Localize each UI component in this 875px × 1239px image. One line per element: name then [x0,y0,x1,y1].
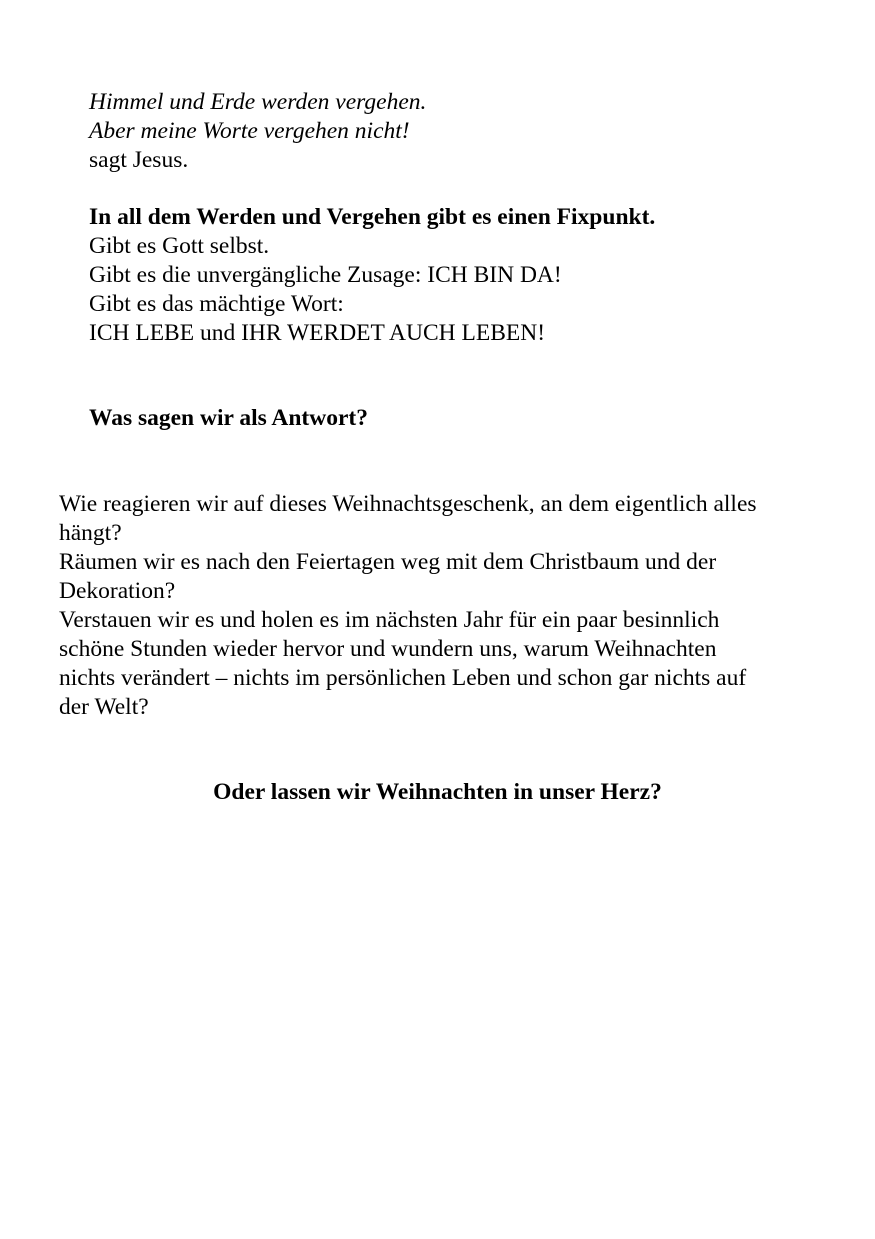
fixpunkt-line: Gibt es Gott selbst. [89,233,270,259]
reflection-line: Wie reagieren wir auf dieses Weihnachtsgeschenk, an dem eigentlich alles [59,491,757,517]
reflection-line: Räumen wir es nach den Feiertagen weg mit dem Christbaum und der [59,549,717,575]
reflection-line: Dekoration? [59,578,176,604]
reflection-paragraph [59,490,757,722]
fixpunkt-line: ICH LEBE und IHR WERDET AUCH LEBEN! [89,320,546,346]
closing-question [0,778,875,807]
fixpunkt-line: Gibt es das mächtige Wort: [89,291,344,317]
closing-question-text: Oder lassen wir Weihnachten in unser Herz? [213,779,662,805]
fixpunkt-heading: In all dem Werden und Vergehen gibt es einen Fixpunkt. [89,204,656,230]
reflection-line: Verstauen wir es und holen es im nächsten Jahr für ein paar besinnlich [59,607,720,633]
quote-attribution: sagt Jesus. [89,147,189,173]
reflection-line: der Welt? [59,694,149,720]
quote-line-2: Aber meine Worte vergehen nicht! [89,118,410,144]
reflection-line: nichts verändert – nichts im persönlichen Leben und schon gar nichts auf [59,665,747,691]
question-heading [89,404,368,433]
quote-block [89,88,426,175]
reflection-line: hängt? [59,520,122,546]
quote-line-1: Himmel und Erde werden vergehen. [89,89,427,115]
fixpunkt-line: Gibt es die unvergängliche Zusage: ICH BIN DA! [89,262,562,288]
fixpunkt-block [89,203,655,348]
question-heading-text: Was sagen wir als Antwort? [89,405,368,431]
reflection-line: schöne Stunden wieder hervor und wundern uns, warum Weihnachten [59,636,717,662]
